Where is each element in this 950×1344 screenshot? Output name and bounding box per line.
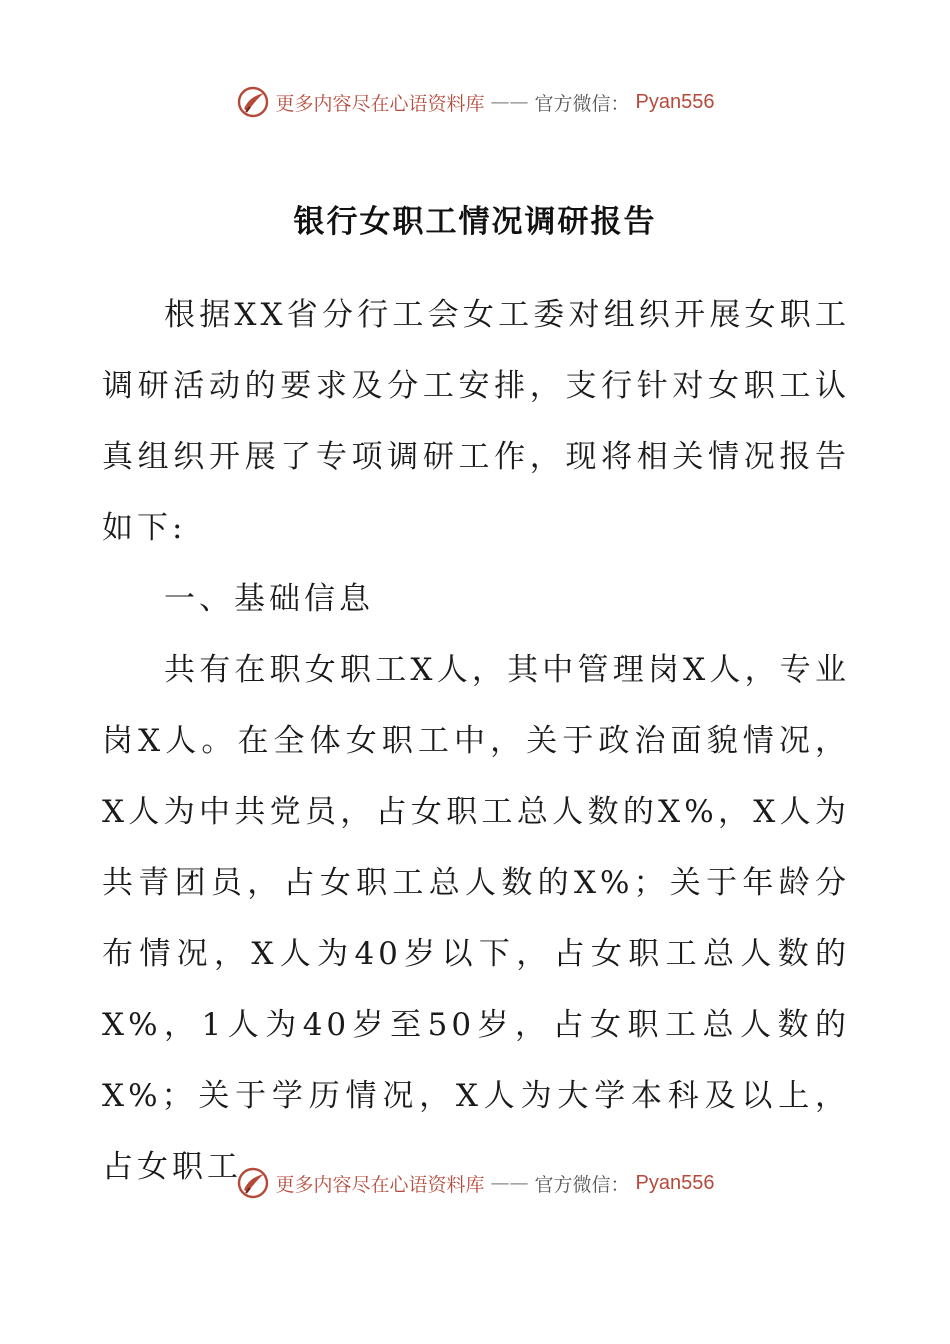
- watermark-dash: ——: [490, 1172, 529, 1194]
- watermark-wechat-label: 官方微信：: [534, 92, 630, 115]
- pen-logo-icon: [236, 1166, 270, 1200]
- watermark-wechat-id: Pyan556: [635, 90, 715, 113]
- watermark-dash: ——: [490, 91, 529, 113]
- header-watermark-banner: [0, 82, 950, 122]
- watermark-text: 更多内容尽在心语资料库: [275, 92, 485, 115]
- watermark-text: 更多内容尽在心语资料库: [275, 1173, 485, 1196]
- section-heading-basic-info: 一、基础信息: [164, 581, 374, 617]
- document-title: 银行女职工情况调研报告: [293, 204, 657, 240]
- basic-info-paragraph: 共有在职女职工X人，其中管理岗X人，专业岗X人。在全体女职工中，关于政治面貌情况，X人为中共党员，占女职工总人数的X%，X人为共青团员，占女职工总人数的X%；关于年龄分布情况，X人为40岁以下，占女职工总人数的X%，1人为40岁至50岁，占女职工总人数的X%；关于学历情况，X人为大学本科及以上，占女职工: [102, 652, 850, 1185]
- pen-logo-icon: [236, 85, 270, 119]
- intro-paragraph: 根据XX省分行工会女工委对组织开展女职工调研活动的要求及分工安排，支行针对女职工认真组织开展了专项调研工作，现将相关情况报告如下:: [102, 297, 850, 546]
- document-body: [102, 280, 850, 1203]
- watermark-wechat-id: Pyan556: [635, 1171, 715, 1194]
- footer-watermark-banner: [0, 1163, 950, 1203]
- watermark-wechat-label: 官方微信：: [534, 1173, 630, 1196]
